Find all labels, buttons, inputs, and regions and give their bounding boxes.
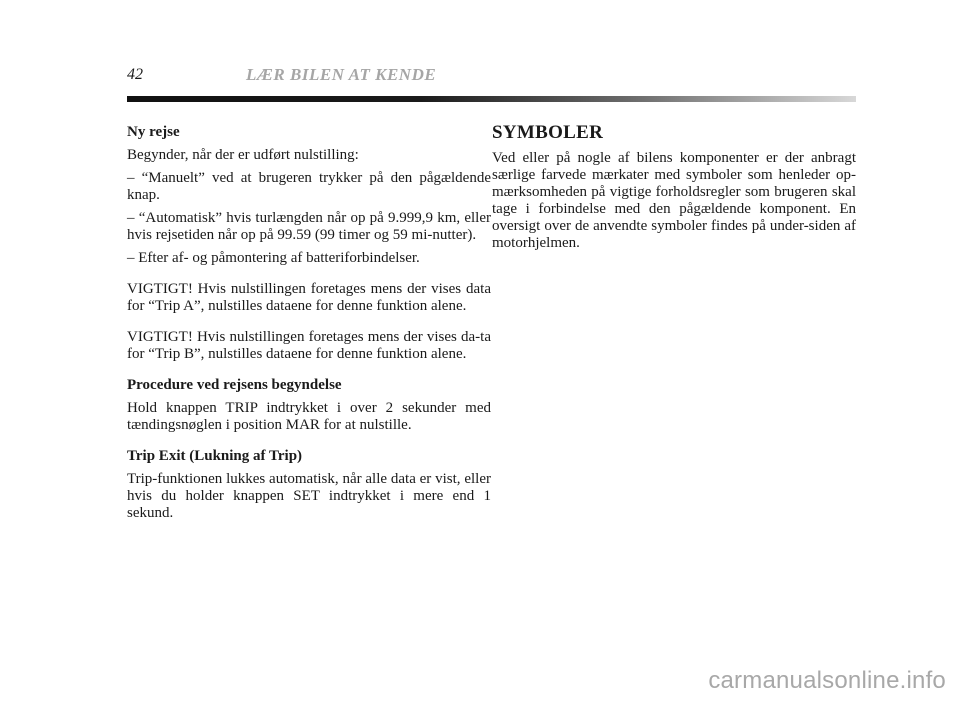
heading-new-trip: Ny rejse bbox=[127, 124, 180, 140]
paragraph-manual: – “Manuelt” ved at brugeren trykker på den pågældende knap. bbox=[127, 170, 491, 203]
important-note-trip-b: VIGTIGT! Hvis nulstillingen foretages mens der vises da-ta for “Trip B”, nulstilles dataene for denne funktion alene. bbox=[127, 329, 491, 362]
paragraph-symbols: Ved eller på nogle af bilens komponenter er der anbragt særlige farvede mærkater med symboler som henleder op-mærksomheden på vigtige forholdsregler som brugeren skal tage i forbindelse med den pågældende komponent. En oversigt over de anvendte symboler findes på under-siden af motorhjelmen. bbox=[492, 150, 856, 251]
right-column bbox=[492, 124, 856, 258]
heading-procedure: Procedure ved rejsens begyndelse bbox=[127, 377, 342, 393]
paragraph-begins: Begynder, når der er udført nulstilling: bbox=[127, 147, 359, 163]
header-divider bbox=[127, 96, 856, 102]
paragraph-procedure: Hold knappen TRIP indtrykket i over 2 sekunder med tændingsnøglen i position MAR for at nulstille. bbox=[127, 400, 491, 433]
heading-trip-exit: Trip Exit (Lukning af Trip) bbox=[127, 448, 303, 464]
important-note-trip-a: VIGTIGT! Hvis nulstillingen foretages mens der vises data for “Trip A”, nulstilles dataene for denne funktion alene. bbox=[127, 281, 491, 314]
paragraph-automatic: – “Automatisk” hvis turlængden når op på 9.999,9 km, eller hvis rejsetiden når op på 99.59 (99 timer og 59 mi-nutter). bbox=[127, 210, 491, 243]
watermark: carmanualsonline.info bbox=[708, 667, 946, 694]
left-column bbox=[127, 124, 491, 528]
page-title: LÆR BILEN AT KENDE bbox=[246, 65, 437, 84]
page-number: 42 bbox=[127, 66, 143, 83]
paragraph-battery: – Efter af- og påmontering af batteriforbindelser. bbox=[127, 250, 420, 266]
heading-symbols: SYMBOLER bbox=[492, 122, 604, 143]
paragraph-trip-exit: Trip-funktionen lukkes automatisk, når alle data er vist, eller hvis du holder knappen SET indtrykket i mere end 1 sekund. bbox=[127, 471, 491, 521]
